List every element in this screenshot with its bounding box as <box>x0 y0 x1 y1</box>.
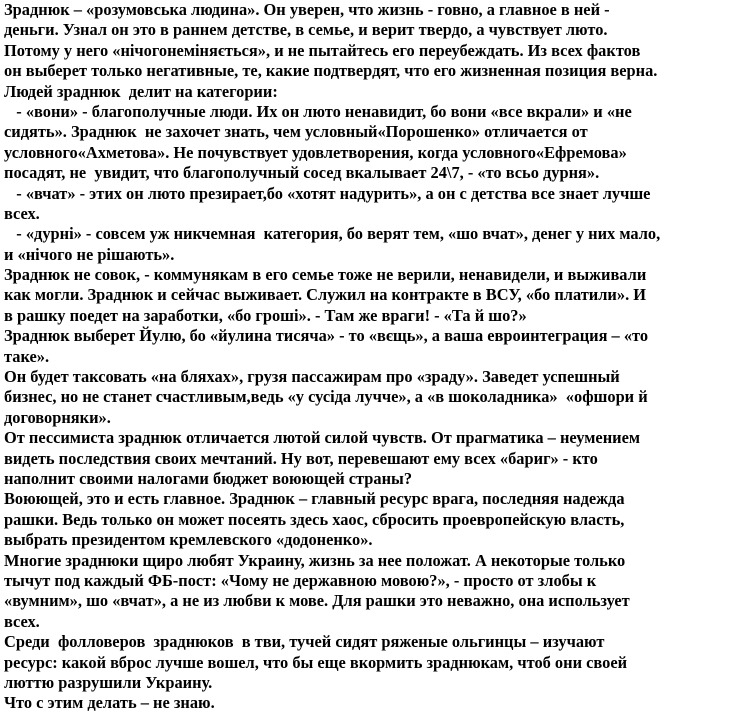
text-line: договорняки». <box>4 407 111 427</box>
text-line: видеть последствия своих мечтаний. Ну вот, перевешают ему всех «бариг» - кто <box>4 448 598 468</box>
text-line: Воюющей, это и есть главное. Зраднюк – главный ресурс врага, последняя надежда <box>4 489 625 509</box>
text-line: выбрать президентом кремлевского «додоненко». <box>4 530 373 550</box>
text-line: Многие зраднюки щиро любят Украину, жизнь за нее положат. А некоторые только <box>4 550 626 570</box>
text-line: Зраднюк – «розумовська людина». Он уверен, что жизнь - говно, а главное в ней - <box>4 0 610 19</box>
text-line: тычут под каждый ФБ-пост: «Чому не державною мовою?», - просто от злобы к <box>4 570 597 590</box>
text-line: ресурс: какой вброс лучше вошел, что бы еще вкормить зраднюкам, чтоб они своей <box>4 652 628 672</box>
text-line: всех. <box>4 203 40 223</box>
text-line: Что с этим делать – не знаю. <box>4 693 215 713</box>
text-line: Среди фолловеров зраднюков в тви, тучей сидят ряженые ольгинцы – изучают <box>4 632 605 652</box>
text-line: посадят, не увидит, что благополучный сосед вкалывает 24\7, - «то всьо дурня». <box>4 163 600 183</box>
text-line: Он будет таксовать «на бляхах», грузя пассажирам про «зраду». Заведет успешный <box>4 367 620 387</box>
text-line: - «дурні» - совсем уж никчемная категория, бо верят тем, «шо вчат», денег у них мало, <box>4 224 661 244</box>
text-line: - «вчат» - этих он люто презирает,бо «хотят надурить», а он с детства все знает лучше <box>4 183 651 203</box>
text-line: и «нічого не рішають». <box>4 244 175 264</box>
text-line: деньги. Узнал он это в раннем детстве, в семье, и верит твердо, а чувствует люто. <box>4 20 608 40</box>
text-line: как могли. Зраднюк и сейчас выживает. Служил на контракте в ВСУ, «бо платили». И <box>4 285 647 305</box>
text-line: Зраднюк выберет Йулю, бо «йулина тисяча» - то «вєщь», а ваша евроинтеграция – «то <box>4 326 649 346</box>
text-line: «вумним», шо «вчат», а не из любви к мове. Для рашки это неважно, она использует <box>4 591 630 611</box>
text-line: Людей зраднюк делит на категории: <box>4 81 278 101</box>
document-text <box>4 0 736 714</box>
text-line: Зраднюк не совок, - коммунякам в его семье тоже не верили, ненавидели, и выживали <box>4 265 647 285</box>
text-line: условного«Ахметова». Не почувствует удовлетворения, когда условного«Ефремова» <box>4 142 627 162</box>
text-line: в рашку поедет на заработки, «бо гроші». - Там же враги! - «Та й шо?» <box>4 305 527 325</box>
text-line: От пессимиста зраднюк отличается лютой силой чувств. От прагматика – неумением <box>4 428 641 448</box>
text-line: он выберет только негативные, те, какие подтвердят, что его жизненная позиция верна. <box>4 61 658 81</box>
text-line: люттю разрушили Украину. <box>4 672 213 692</box>
text-line: Потому у него «нічогонеміняється», и не пытайтесь его переубеждать. Из всех фактов <box>4 40 641 60</box>
text-line: сидять». Зраднюк не захочет знать, чем условный«Порошенко» отличается от <box>4 122 588 142</box>
text-line: рашки. Ведь только он может посеять здесь хаос, сбросить проевропейскую власть, <box>4 509 625 529</box>
text-line: бизнес, но не станет счастливым,ведь «у сусіда лучче», а «в шоколадника» «офшори й <box>4 387 648 407</box>
text-line: - «вони» - благополучные люди. Их он люто ненавидит, бо вони «все вкрали» и «не <box>4 101 632 121</box>
text-line: всех. <box>4 611 40 631</box>
text-line: наполнит своими налогами бюджет воюющей страны? <box>4 468 413 488</box>
text-line: таке». <box>4 346 50 366</box>
